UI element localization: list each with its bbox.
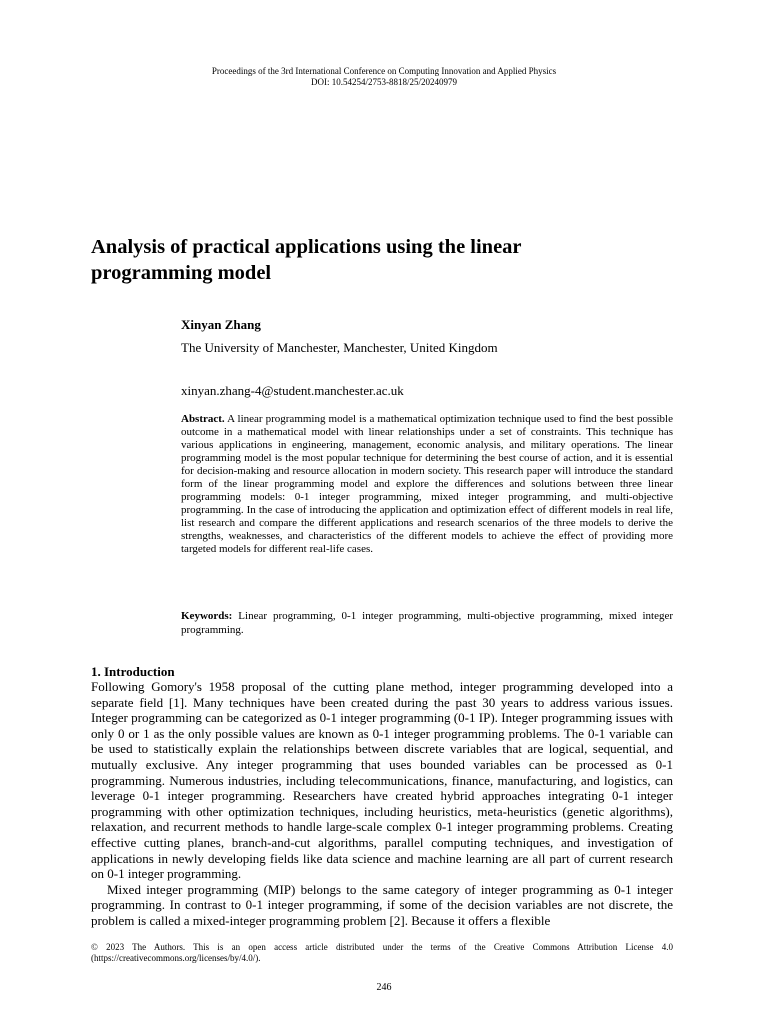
author-email: xinyan.zhang-4@student.manchester.ac.uk <box>181 383 404 398</box>
page-number: 246 <box>376 982 392 993</box>
section-heading-introduction: 1. Introduction <box>91 664 175 679</box>
author-name: Xinyan Zhang <box>181 317 261 332</box>
running-header <box>0 66 768 88</box>
introduction-body <box>91 679 673 929</box>
license-footnote: © 2023 The Authors. This is an open access article distributed under the terms of the Creative Commons Attribution License 4.0 (https://creativecommons.org/licenses/by/4.0/). <box>91 942 673 963</box>
body-paragraph: Following Gomory's 1958 proposal of the cutting plane method, integer programming developed into a separate field [1]. Many techniques have been created during the past 30 years to address various issues. Integer programming can be categorized as 0-1 integer programming (0-1 IP). Integer programming issues with only 0 or 1 as the only possible values are known as 0-1 integer programming problems. The 0-1 variable can be used to statistically explain the relationships between discrete variables that are logical, sequential, and mutually exclusive. Any integer programming that uses bounded variables can be processed as 0-1 programming. Numerous industries, including telecommunications, finance, manufacturing, and logistics, can leverage 0-1 integer programming. Researchers have created hybrid approaches integrating 0-1 integer programming with other optimization techniques, including heuristics, meta-heuristics (genetic algorithms), relaxation, and recurrent methods to handle large-scale complex 0-1 integer programming problems. Creating effective cutting planes, branch-and-cut algorithms, parallel computing techniques, and investigation of applications in newly developing fields like data science and machine learning are all part of current research on 0-1 integer programming. <box>91 679 673 882</box>
proceedings-line: Proceedings of the 3rd International Conference on Computing Innovation and Applied Physics <box>211 66 557 76</box>
keywords-text: Linear programming, 0-1 integer programming, multi-objective programming, mixed integer programming. <box>181 610 674 636</box>
abstract-label: Abstract. <box>181 413 225 425</box>
abstract-block <box>181 413 673 557</box>
abstract-text: A linear programming model is a mathematical optimization technique used to find the best possible outcome in a mathematical model with linear relationships under a set of constraints. This technique has various applications in engineering, management, economic analysis, and military operations. The linear programming model is the most popular technique for determining the best course of action, and it is essential for decision-making and resource allocation in modern society. This research paper will introduce the standard form of the linear programming model and explore the differences and solutions between three linear programming models: 0-1 integer programming, mixed integer programming, and multi-objective programming. In the case of introducing the application and optimization effect of different models in real life, list research and compare the different applications and research scenarios of the three models to derive the strengths, weaknesses, and characteristics of the different models to achieve the effect of providing more targeted models for different real-life cases. <box>181 413 673 556</box>
author-affiliation: The University of Manchester, Manchester, United Kingdom <box>181 340 498 355</box>
paper-title: Analysis of practical applications using the linear programming model <box>91 236 522 284</box>
doi-line: DOI: 10.54254/2753-8818/25/20240979 <box>311 77 457 87</box>
body-paragraph: Mixed integer programming (MIP) belongs to the same category of integer programming as 0-1 integer programming. In contrast to 0-1 integer programming, if some of the decision variables are not discrete, the problem is called a mixed-integer programming problem [2]. Because it offers a flexible <box>91 881 673 928</box>
keywords-block <box>181 609 673 637</box>
keywords-label: Keywords: <box>181 610 233 622</box>
